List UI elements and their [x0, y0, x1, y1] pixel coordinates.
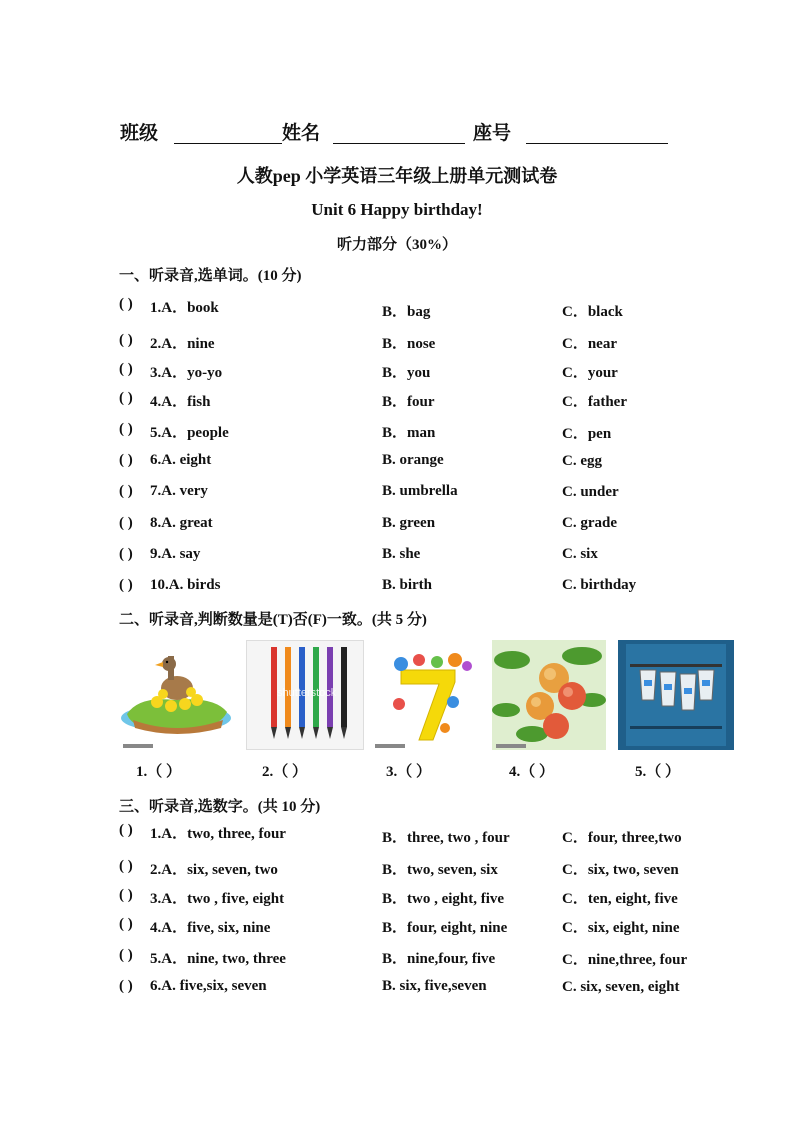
- section3-heading: 三、听录音,选数字。(共 10 分): [119, 799, 321, 815]
- class-label: 班级: [120, 123, 159, 144]
- answer-paren[interactable]: ( ): [119, 452, 133, 468]
- watermark-text: shutterstock: [277, 687, 337, 699]
- option-b: B．you: [382, 365, 431, 381]
- option-a: 6.A. eight: [150, 452, 212, 468]
- name-label: 姓名: [282, 123, 321, 144]
- bags-picture: [618, 640, 734, 750]
- option-b: B．nine,four, five: [382, 951, 496, 967]
- picture-answer-1[interactable]: 1.（ ）: [136, 764, 182, 780]
- picture-answer-2[interactable]: 2.（ ）: [262, 764, 308, 780]
- option-c: C．your: [562, 365, 618, 381]
- option-b: B. six, five,seven: [382, 978, 487, 994]
- question-row: [0, 546, 794, 566]
- option-b: B. orange: [382, 452, 444, 468]
- option-a: 6.A. five,six, seven: [150, 978, 267, 994]
- option-b: B．four, eight, nine: [382, 920, 508, 936]
- option-c: C．father: [562, 394, 627, 410]
- option-c: C. six: [562, 546, 598, 562]
- question-row: [0, 822, 794, 846]
- option-c: C．nine,three, four: [562, 952, 688, 968]
- option-a: 2.A．six, seven, two: [150, 862, 278, 878]
- option-b: B．four: [382, 394, 435, 410]
- option-a: 8.A. great: [150, 515, 213, 531]
- option-a: 9.A. say: [150, 546, 201, 562]
- question-row: [0, 452, 794, 472]
- ducks-picture: [119, 640, 234, 750]
- section2-heading: 二、听录音,判断数量是(T)否(F)一致。(共 5 分): [119, 612, 427, 628]
- option-b: B．three, two , four: [382, 830, 510, 846]
- page-title: 人教pep 小学英语三年级上册单元测试卷: [236, 166, 558, 186]
- option-a: 3.A．two , five, eight: [150, 891, 285, 907]
- answer-paren[interactable]: ( ): [119, 390, 133, 406]
- option-b: B．bag: [382, 304, 431, 320]
- pencils-picture: [246, 640, 364, 750]
- option-a: 4.A．fish: [150, 394, 211, 410]
- question-row: [0, 887, 794, 907]
- answer-paren[interactable]: ( ): [119, 296, 133, 312]
- option-b: B. birth: [382, 577, 433, 593]
- question-row: [0, 296, 794, 320]
- question-row: [0, 515, 794, 535]
- option-a: 7.A. very: [150, 483, 208, 499]
- question-row: [0, 916, 794, 936]
- option-a: 1.A．book: [150, 300, 219, 316]
- answer-paren[interactable]: ( ): [119, 858, 133, 874]
- picture-answer-4[interactable]: 4.（ ）: [509, 764, 555, 780]
- option-c: C．black: [562, 304, 623, 320]
- option-c: C．six, two, seven: [562, 862, 679, 878]
- answer-paren[interactable]: ( ): [119, 947, 133, 963]
- picture-answer-3[interactable]: 3.（ ）: [386, 764, 432, 780]
- option-c: C. grade: [562, 515, 617, 531]
- option-c: C．ten, eight, five: [562, 891, 678, 907]
- option-c: C. birthday: [562, 577, 637, 593]
- option-a: 4.A．five, six, nine: [150, 920, 271, 936]
- seat-blank[interactable]: [526, 142, 668, 144]
- option-a: 2.A．nine: [150, 336, 215, 352]
- option-b: B．nose: [382, 336, 436, 352]
- option-c: C．pen: [562, 426, 612, 442]
- option-a: 1.A．two, three, four: [150, 826, 286, 842]
- option-c: C. six, seven, eight: [562, 979, 680, 995]
- question-row: [0, 361, 794, 381]
- option-b: B．two, seven, six: [382, 862, 498, 878]
- question-row: [0, 390, 794, 410]
- class-blank[interactable]: [174, 142, 282, 144]
- question-row: [0, 483, 794, 503]
- answer-paren[interactable]: ( ): [119, 483, 133, 499]
- picture-answer-5[interactable]: 5.（ ）: [635, 764, 681, 780]
- answer-paren[interactable]: ( ): [119, 361, 133, 377]
- option-c: C. under: [562, 484, 619, 500]
- option-c: C. egg: [562, 453, 602, 469]
- option-a: 3.A．yo-yo: [150, 365, 223, 381]
- answer-paren[interactable]: ( ): [119, 421, 133, 437]
- option-a: 5.A．people: [150, 425, 229, 441]
- question-row: [0, 577, 794, 597]
- option-b: B．man: [382, 425, 436, 441]
- section1-heading: 一、听录音,选单词。(10 分): [119, 268, 302, 284]
- question-row: [0, 978, 794, 998]
- name-blank[interactable]: [333, 142, 465, 144]
- question-row: [0, 421, 794, 441]
- option-b: B．two , eight, five: [382, 891, 505, 907]
- listening-part-label: 听力部分（30%）: [336, 237, 457, 253]
- question-row: [0, 858, 794, 878]
- answer-paren[interactable]: ( ): [119, 515, 133, 531]
- unit-title: Unit 6 Happy birthday!: [311, 200, 483, 219]
- seat-label: 座号: [473, 123, 512, 144]
- option-c: C．near: [562, 336, 617, 352]
- question-row: [0, 332, 794, 352]
- option-c: C．six, eight, nine: [562, 920, 680, 936]
- option-a: 5.A．nine, two, three: [150, 951, 286, 967]
- answer-paren[interactable]: ( ): [119, 887, 133, 903]
- answer-paren[interactable]: ( ): [119, 577, 133, 593]
- option-b: B. green: [382, 515, 436, 531]
- option-c: C．four, three,two: [562, 830, 682, 846]
- answer-paren[interactable]: ( ): [119, 822, 133, 838]
- option-b: B. umbrella: [382, 483, 458, 499]
- answer-paren[interactable]: ( ): [119, 546, 133, 562]
- option-b: B. she: [382, 546, 421, 562]
- answer-paren[interactable]: ( ): [119, 978, 133, 994]
- answer-paren[interactable]: ( ): [119, 332, 133, 348]
- question-row: [0, 947, 794, 967]
- answer-paren[interactable]: ( ): [119, 916, 133, 932]
- seven-birds-picture: [371, 640, 486, 750]
- option-a: 10.A. birds: [150, 577, 221, 593]
- apples-picture: [492, 640, 606, 750]
